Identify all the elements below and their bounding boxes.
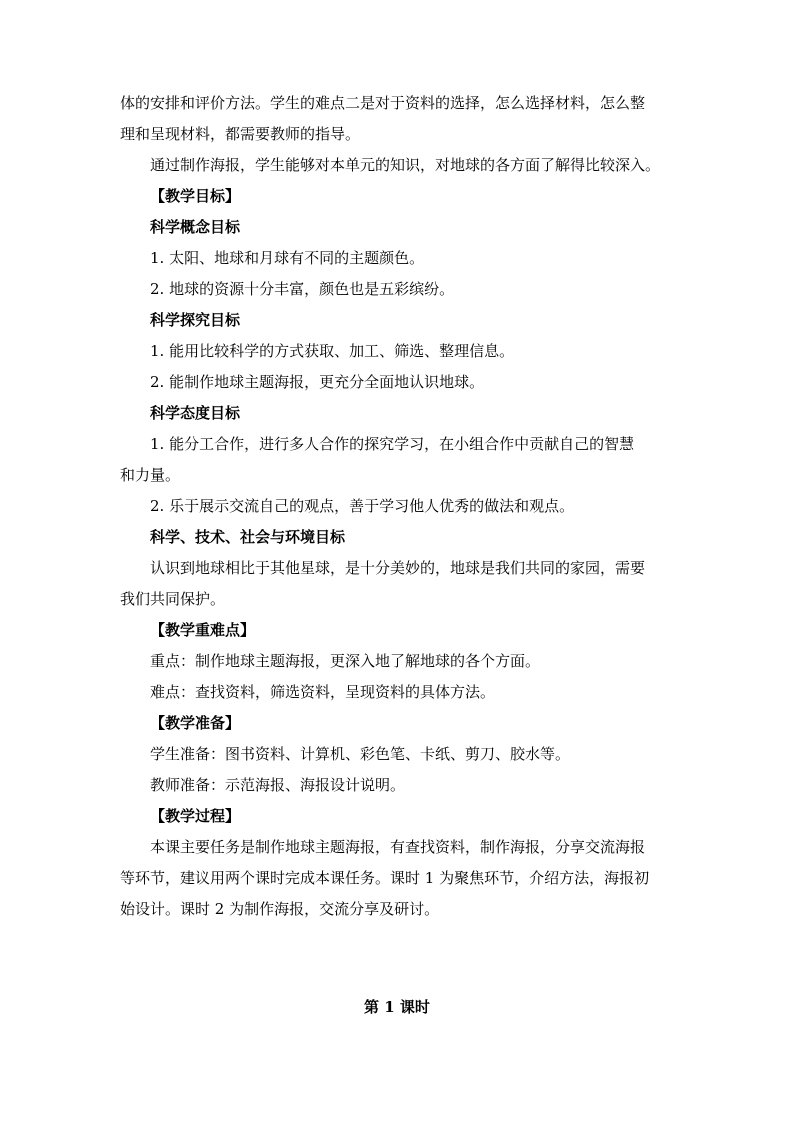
paragraph-line: 通过制作海报，学生能够对本单元的知识，对地球的各方面了解得比较深入。 [150,156,661,174]
paragraph-line: 我们共同保护。 [120,590,226,608]
subsection-heading: 科学态度目标 [150,404,241,422]
list-item: 2. 能制作地球主题海报，更充分全面地认识地球。 [150,373,485,391]
subsection-heading: 科学概念目标 [150,218,241,236]
paragraph-line: 教师准备：示范海报、海报设计说明。 [150,776,406,794]
section-title: 第 1 课时 [364,998,430,1016]
list-item: 1. 太阳、地球和月球有不同的主题颜色。 [150,249,425,267]
section-heading: 【教学准备】 [150,714,241,732]
list-item: 1. 能分工合作，进行多人合作的探究学习，在小组合作中贡献自己的智慧 [150,435,635,453]
list-item: 1. 能用比较科学的方式获取、加工、筛选、整理信息。 [150,342,515,360]
paragraph-line: 难点：查找资料，筛选资料，呈现资料的具体方法。 [150,683,496,701]
section-heading: 【教学过程】 [150,807,241,825]
paragraph-line: 学生准备：图书资料、计算机、彩色笔、卡纸、剪刀、胶水等。 [150,745,571,763]
paragraph-line: 理和呈现材料，都需要教师的指导。 [120,125,361,143]
list-item-continuation: 和力量。 [120,466,181,484]
paragraph-line: 等环节，建议用两个课时完成本课任务。课时 1 为聚焦环节，介绍方法，海报初 [120,869,650,887]
paragraph-line: 本课主要任务是制作地球主题海报，有查找资料，制作海报，分享交流海报 [150,838,646,856]
paragraph-line: 始设计。课时 2 为制作海报，交流分享及研讨。 [120,900,440,918]
document-body [120,88,676,925]
section-heading: 【教学目标】 [150,187,241,205]
list-item: 2. 地球的资源十分丰富，颜色也是五彩缤纷。 [150,280,455,298]
paragraph-line: 重点：制作地球主题海报，更深入地了解地球的各个方面。 [150,652,541,670]
section-heading: 【教学重难点】 [150,621,256,639]
paragraph-line: 体的安排和评价方法。学生的难点二是对于资料的选择，怎么选择材料，怎么整 [120,94,646,112]
subsection-heading: 科学、技术、社会与环境目标 [150,528,346,546]
subsection-heading: 科学探究目标 [150,311,241,329]
list-item: 2. 乐于展示交流自己的观点，善于学习他人优秀的做法和观点。 [150,497,575,515]
paragraph-line: 认识到地球相比于其他星球，是十分美妙的，地球是我们共同的家园，需要 [150,559,646,577]
